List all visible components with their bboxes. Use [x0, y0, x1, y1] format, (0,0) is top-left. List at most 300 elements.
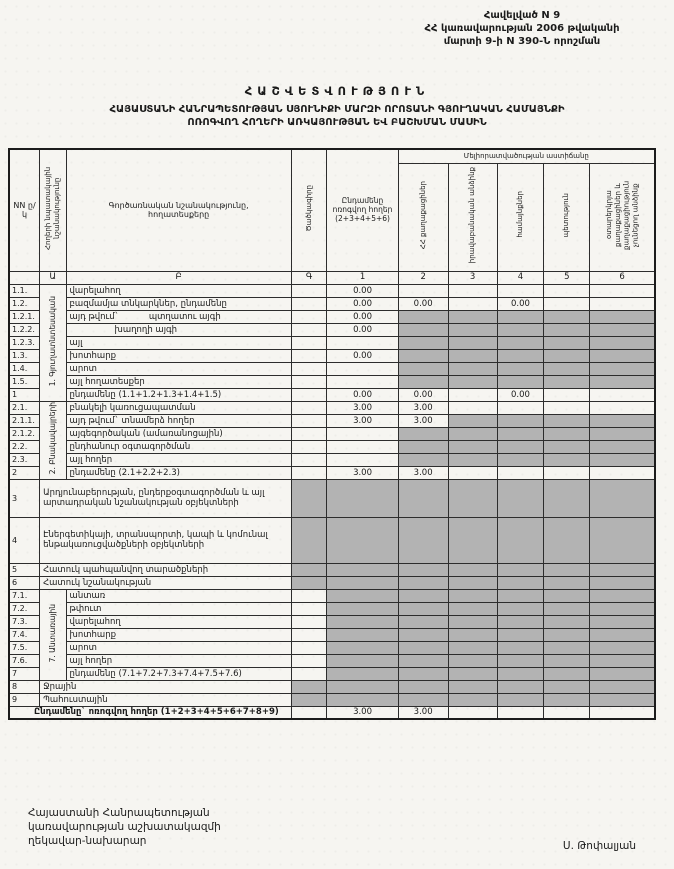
cell-c5: [544, 310, 590, 323]
cell-c3: [448, 589, 497, 602]
cell-code: [291, 576, 327, 589]
cell-c5: [544, 706, 590, 719]
cell-c5: [544, 517, 590, 563]
table-row-7-4: [9, 628, 655, 641]
cell-c1: [327, 362, 398, 375]
cell-c3: [448, 323, 497, 336]
cell-c5: [544, 323, 590, 336]
header-total-col: Ընդամենը ոռոգվող հողեր (2+3+4+5+6): [327, 149, 398, 271]
cell-c3: [448, 414, 497, 427]
table-row-1-2-2: [9, 323, 655, 336]
signatory-line-2: կառավարության աշխատակազմի: [28, 821, 221, 834]
cell-c2: [398, 517, 448, 563]
row-number: 7.6.: [9, 654, 40, 667]
report-table-body: [9, 284, 655, 719]
cell-c5: [544, 615, 590, 628]
table-row-3: [9, 479, 655, 517]
cell-c4: [497, 323, 544, 336]
cell-code: [291, 654, 327, 667]
cell-c1: [327, 680, 398, 693]
cell-c1: [327, 693, 398, 706]
cell-c5: [544, 284, 590, 297]
cell-c6: [590, 706, 655, 719]
appendix-block: [382, 10, 662, 48]
header-row-letters: [9, 271, 655, 284]
cell-c4: 0.00: [497, 297, 544, 310]
table-row-7-5: [9, 641, 655, 654]
cell-c4: [497, 453, 544, 466]
cell-c4: [497, 680, 544, 693]
cell-c1: [327, 602, 398, 615]
cell-c2: [398, 602, 448, 615]
cell-c3: [448, 388, 497, 401]
row-label: այգեգործական (ամառանոցային): [66, 427, 291, 440]
row-number: 7.5.: [9, 641, 40, 654]
table-row-1-3: [9, 349, 655, 362]
cell-code: [291, 414, 327, 427]
row-number: 1.5.: [9, 375, 40, 388]
cell-c2: [398, 375, 448, 388]
cell-c5: [544, 427, 590, 440]
cell-c1: 3.00: [327, 401, 398, 414]
cell-c5: [544, 563, 590, 576]
cell-code: [291, 466, 327, 479]
cell-c6: [590, 479, 655, 517]
cell-code: [291, 362, 327, 375]
cell-c4: [497, 349, 544, 362]
cell-c5: [544, 453, 590, 466]
cell-c1: 3.00: [327, 466, 398, 479]
cell-c2: [398, 589, 448, 602]
row-label: վարելահող: [66, 284, 291, 297]
row-number: 4: [9, 517, 40, 563]
cell-c5: [544, 667, 590, 680]
cell-c4: [497, 563, 544, 576]
cell-c2: [398, 667, 448, 680]
cell-c1: [327, 641, 398, 654]
cell-c4: [497, 667, 544, 680]
cell-c3: [448, 602, 497, 615]
row-label: այդ թվում` պտղատու այգի: [66, 310, 291, 323]
cell-c2: [398, 349, 448, 362]
cell-c1: 0.00: [327, 310, 398, 323]
cell-c2: 3.00: [398, 706, 448, 719]
cell-c2: [398, 628, 448, 641]
cell-code: [291, 479, 327, 517]
header-letter-0: [9, 271, 40, 284]
row-label: վարելահող: [66, 615, 291, 628]
cell-c3: [448, 641, 497, 654]
cell-c1: [327, 589, 398, 602]
cell-c4: [497, 440, 544, 453]
row-number: 1.4.: [9, 362, 40, 375]
cell-c3: [448, 375, 497, 388]
cell-c1: [327, 479, 398, 517]
cell-c1: [327, 375, 398, 388]
header-letter-3: Գ: [291, 271, 327, 284]
cell-c4: [497, 706, 544, 719]
cell-c3: [448, 563, 497, 576]
cell-c4: [497, 284, 544, 297]
cell-c1: [327, 667, 398, 680]
row-number: 7.2.: [9, 602, 40, 615]
cell-c6: [590, 615, 655, 628]
row-label: Էներգետիկայի, տրանսպորտի, կապի և կոմունալ ենթակառուցվածքների օբյեկտների: [40, 517, 292, 563]
header-letter-6: 3: [448, 271, 497, 284]
cell-c3: [448, 336, 497, 349]
cell-c4: 0.00: [497, 388, 544, 401]
row-number: 5: [9, 563, 40, 576]
cell-c1: 3.00: [327, 414, 398, 427]
cell-code: [291, 427, 327, 440]
row-number: 1.2.: [9, 297, 40, 310]
signatory-line-3: ղեկավար-նախարար: [28, 835, 147, 848]
cell-c5: [544, 297, 590, 310]
cell-c6: [590, 401, 655, 414]
table-row-1-2: [9, 297, 655, 310]
header-sub-col-4: համայնքներ: [497, 163, 544, 271]
row-number: 2.1.2.: [9, 427, 40, 440]
cell-c4: [497, 336, 544, 349]
cell-code: [291, 517, 327, 563]
report-table-head: [9, 149, 655, 284]
cell-c6: [590, 440, 655, 453]
row-number: 7.4.: [9, 628, 40, 641]
cell-code: [291, 323, 327, 336]
row-label: արոտ: [66, 362, 291, 375]
cell-c6: [590, 641, 655, 654]
cell-c2: [398, 284, 448, 297]
report-table: [8, 148, 656, 720]
signatory-line-1: Հայաստանի Հանրապետության: [28, 807, 210, 819]
cell-code: [291, 440, 327, 453]
cell-c3: [448, 427, 497, 440]
row-number: 9: [9, 693, 40, 706]
row-number: 7: [9, 667, 40, 680]
header-sub-col-6: օտարերկրյա քաղաքացիներ և քաղաքացիություն չունեցող անձինք: [590, 163, 655, 271]
cell-c5: [544, 589, 590, 602]
cell-c2: [398, 453, 448, 466]
cell-c4: [497, 654, 544, 667]
cell-c5: [544, 479, 590, 517]
row-label-secondary: պտղատու այգի: [148, 311, 221, 322]
cell-c1: [327, 576, 398, 589]
row-number: 7.1.: [9, 589, 40, 602]
category-label: 1. Գյուղատնտեսական: [40, 284, 66, 401]
row-label: թփուտ: [66, 602, 291, 615]
cell-c6: [590, 388, 655, 401]
cell-c1: [327, 615, 398, 628]
cell-c1: 0.00: [327, 349, 398, 362]
cell-c3: [448, 706, 497, 719]
table-row-2-3: [9, 453, 655, 466]
cell-c3: [448, 440, 497, 453]
cell-c5: [544, 388, 590, 401]
cell-c6: [590, 517, 655, 563]
table-row-7-2: [9, 602, 655, 615]
table-row-4: [9, 517, 655, 563]
cell-c1: [327, 628, 398, 641]
table-row-8: [9, 680, 655, 693]
cell-code: [291, 349, 327, 362]
cell-code: [291, 628, 327, 641]
appendix-line-3: մարտի 9-ի N 390-Ն որոշման: [443, 35, 601, 47]
cell-c3: [448, 576, 497, 589]
cell-c2: 0.00: [398, 388, 448, 401]
cell-c6: [590, 323, 655, 336]
cell-c6: [590, 654, 655, 667]
table-row-2-1-1: [9, 414, 655, 427]
row-label: խաղողի այգի: [66, 323, 291, 336]
cell-c4: [497, 589, 544, 602]
row-label: խոտհարք: [66, 628, 291, 641]
cell-c4: [497, 628, 544, 641]
cell-code: [291, 401, 327, 414]
cell-code: [291, 310, 327, 323]
table-row-1-4: [9, 362, 655, 375]
cell-c5: [544, 401, 590, 414]
row-label: բազմամյա տնկարկներ, ընդամենը: [66, 297, 291, 310]
header-letter-8: 5: [544, 271, 590, 284]
row-number: 1.1.: [9, 284, 40, 297]
table-row-2-1-2: [9, 427, 655, 440]
cell-c5: [544, 336, 590, 349]
cell-c2: 3.00: [398, 466, 448, 479]
cell-c6: [590, 466, 655, 479]
cell-c3: [448, 466, 497, 479]
cell-code: [291, 388, 327, 401]
cell-c6: [590, 375, 655, 388]
row-label: Արդյունաբերության, ընդերքօգտագործման և այլ արտադրական նշանակության օբյեկտների: [40, 479, 292, 517]
cell-c4: [497, 602, 544, 615]
cell-c1: [327, 563, 398, 576]
cell-code: [291, 615, 327, 628]
cell-c3: [448, 615, 497, 628]
table-row-2-1: [9, 401, 655, 414]
cell-c6: [590, 414, 655, 427]
cell-c1: 0.00: [327, 297, 398, 310]
cell-code: [291, 680, 327, 693]
cell-c4: [497, 615, 544, 628]
header-code: Ծածկագիրը: [291, 149, 327, 271]
table-row-7-3: [9, 615, 655, 628]
cell-c4: [497, 693, 544, 706]
row-number: 1.2.1.: [9, 310, 40, 323]
cell-c6: [590, 589, 655, 602]
row-number: 1: [9, 388, 40, 401]
cell-c4: [497, 517, 544, 563]
cell-c6: [590, 576, 655, 589]
row-label: Հատուկ պահպանվող տարածքների: [40, 563, 292, 576]
cell-c3: [448, 284, 497, 297]
cell-c5: [544, 693, 590, 706]
cell-c3: [448, 680, 497, 693]
cell-c3: [448, 349, 497, 362]
cell-c5: [544, 654, 590, 667]
cell-c2: [398, 693, 448, 706]
table-row-1-1: [9, 284, 655, 297]
cell-c2: [398, 440, 448, 453]
cell-c3: [448, 693, 497, 706]
cell-c4: [497, 401, 544, 414]
grand-total-label: Ընդամենը` ոռոգվող հողեր (1+2+3+4+5+6+7+8+9): [9, 706, 291, 719]
cell-c6: [590, 667, 655, 680]
row-label: Հատուկ նշանակության: [40, 576, 292, 589]
header-landtypes: Գործառնական նշանակությունը, հողատեսքերը: [66, 149, 291, 271]
cell-c1: 0.00: [327, 284, 398, 297]
row-number: 1.2.3.: [9, 336, 40, 349]
header-letter-7: 4: [497, 271, 544, 284]
cell-c4: [497, 641, 544, 654]
cell-c4: [497, 576, 544, 589]
cell-c6: [590, 453, 655, 466]
cell-code: [291, 706, 327, 719]
cell-c4: [497, 362, 544, 375]
cell-c3: [448, 401, 497, 414]
table-row-6: [9, 576, 655, 589]
cell-c2: [398, 641, 448, 654]
report-subtitle-1: ՀԱՅԱՍՏԱՆԻ ՀԱՆՐԱՊԵՏՈՒԹՅԱՆ ՍՅՈՒՆԻՔԻ ՄԱՐԶԻ ՈՐՈՏԱՆԻ ԳՅՈՒՂԱԿԱՆ ՀԱՄԱՅՆՔԻ: [109, 104, 565, 115]
header-sub-col-2: ՀՀ քաղաքացիներ: [398, 163, 448, 271]
cell-c5: [544, 628, 590, 641]
cell-c2: 0.00: [398, 297, 448, 310]
cell-c6: [590, 284, 655, 297]
cell-c2: [398, 615, 448, 628]
cell-c3: [448, 310, 497, 323]
row-number: 3: [9, 479, 40, 517]
cell-code: [291, 284, 327, 297]
cell-c5: [544, 362, 590, 375]
cell-c1: [327, 427, 398, 440]
cell-c4: [497, 479, 544, 517]
row-label: այդ թվում` տնամերձ հողեր: [66, 414, 291, 427]
row-label: ընդհանուր օգտագործման: [66, 440, 291, 453]
cell-c1: 3.00: [327, 706, 398, 719]
cell-c6: [590, 362, 655, 375]
row-number: 2: [9, 466, 40, 479]
cell-c3: [448, 654, 497, 667]
cell-c6: [590, 349, 655, 362]
cell-c5: [544, 641, 590, 654]
table-row-grand-total: [9, 706, 655, 719]
row-number: 1.3.: [9, 349, 40, 362]
report-title: ՀԱՇՎԵՏՎՈՒԹՅՈՒՆ: [244, 84, 430, 98]
cell-code: [291, 641, 327, 654]
header-nn: NN ը/կ: [9, 149, 40, 271]
cell-c2: 3.00: [398, 401, 448, 414]
cell-c2: [398, 576, 448, 589]
cell-c1: [327, 453, 398, 466]
cell-code: [291, 693, 327, 706]
cell-code: [291, 375, 327, 388]
cell-c1: 0.00: [327, 388, 398, 401]
cell-c1: [327, 517, 398, 563]
category-label: 7. Անտառային: [40, 589, 66, 680]
cell-c6: [590, 297, 655, 310]
appendix-line-1: Հավելված N 9: [483, 10, 561, 21]
cell-c5: [544, 375, 590, 388]
row-label: անտառ: [66, 589, 291, 602]
cell-c5: [544, 576, 590, 589]
cell-code: [291, 602, 327, 615]
cell-c2: [398, 479, 448, 517]
row-label: բնակելի կառուցապատման: [66, 401, 291, 414]
row-number: 2.3.: [9, 453, 40, 466]
cell-c1: 0.00: [327, 323, 398, 336]
table-row-7: [9, 667, 655, 680]
cell-c4: [497, 375, 544, 388]
cell-c2: 3.00: [398, 414, 448, 427]
header-letter-4: 1: [327, 271, 398, 284]
category-label: 2. Բնակավայրերի: [40, 401, 66, 479]
row-number: 6: [9, 576, 40, 589]
appendix-line-2: ՀՀ կառավարության 2006 թվականի: [424, 22, 620, 34]
cell-c3: [448, 517, 497, 563]
header-letter-9: 6: [590, 271, 655, 284]
cell-code: [291, 297, 327, 310]
cell-code: [291, 667, 327, 680]
signatory-block: [28, 806, 221, 849]
row-number: 1.2.2.: [9, 323, 40, 336]
row-label: ընդամենը (2.1+2.2+2.3): [66, 466, 291, 479]
header-ownership-group: Մելիորատվածության աստիճանը: [398, 149, 655, 163]
table-row-1-5: [9, 375, 655, 388]
title-block: [0, 84, 674, 129]
header-sub-col-3: իրավաբանական անձինք: [448, 163, 497, 271]
cell-c1: [327, 654, 398, 667]
cell-c2: [398, 563, 448, 576]
signature-name: Ս. Թոփալյան: [562, 840, 636, 852]
row-label: ընդամենը (1.1+1.2+1.3+1.4+1.5): [66, 388, 291, 401]
cell-code: [291, 589, 327, 602]
cell-c3: [448, 479, 497, 517]
cell-c3: [448, 667, 497, 680]
cell-c6: [590, 336, 655, 349]
row-label: այլ հողեր: [66, 453, 291, 466]
row-number: 2.2.: [9, 440, 40, 453]
header-letter-1: Ա: [40, 271, 66, 284]
cell-c2: [398, 680, 448, 693]
cell-c6: [590, 602, 655, 615]
cell-c6: [590, 310, 655, 323]
cell-c3: [448, 297, 497, 310]
header-letter-2: Բ: [66, 271, 291, 284]
row-number: 8: [9, 680, 40, 693]
cell-c2: [398, 427, 448, 440]
table-row-1-2-1: [9, 310, 655, 323]
header-letter-5: 2: [398, 271, 448, 284]
row-label: Պահուստային: [40, 693, 292, 706]
cell-c2: [398, 654, 448, 667]
row-label: արոտ: [66, 641, 291, 654]
cell-c5: [544, 466, 590, 479]
row-number: 7.3.: [9, 615, 40, 628]
header-row-main: [9, 149, 655, 163]
cell-c6: [590, 680, 655, 693]
table-row-7-6: [9, 654, 655, 667]
cell-c6: [590, 427, 655, 440]
cell-c6: [590, 693, 655, 706]
row-number: 2.1.: [9, 401, 40, 414]
cell-c2: [398, 362, 448, 375]
cell-code: [291, 453, 327, 466]
cell-c5: [544, 414, 590, 427]
row-label: Ջրային: [40, 680, 292, 693]
cell-c4: [497, 310, 544, 323]
cell-c2: [398, 336, 448, 349]
row-label: ընդամենը (7.1+7.2+7.3+7.4+7.5+7.6): [66, 667, 291, 680]
table-row-2: [9, 466, 655, 479]
